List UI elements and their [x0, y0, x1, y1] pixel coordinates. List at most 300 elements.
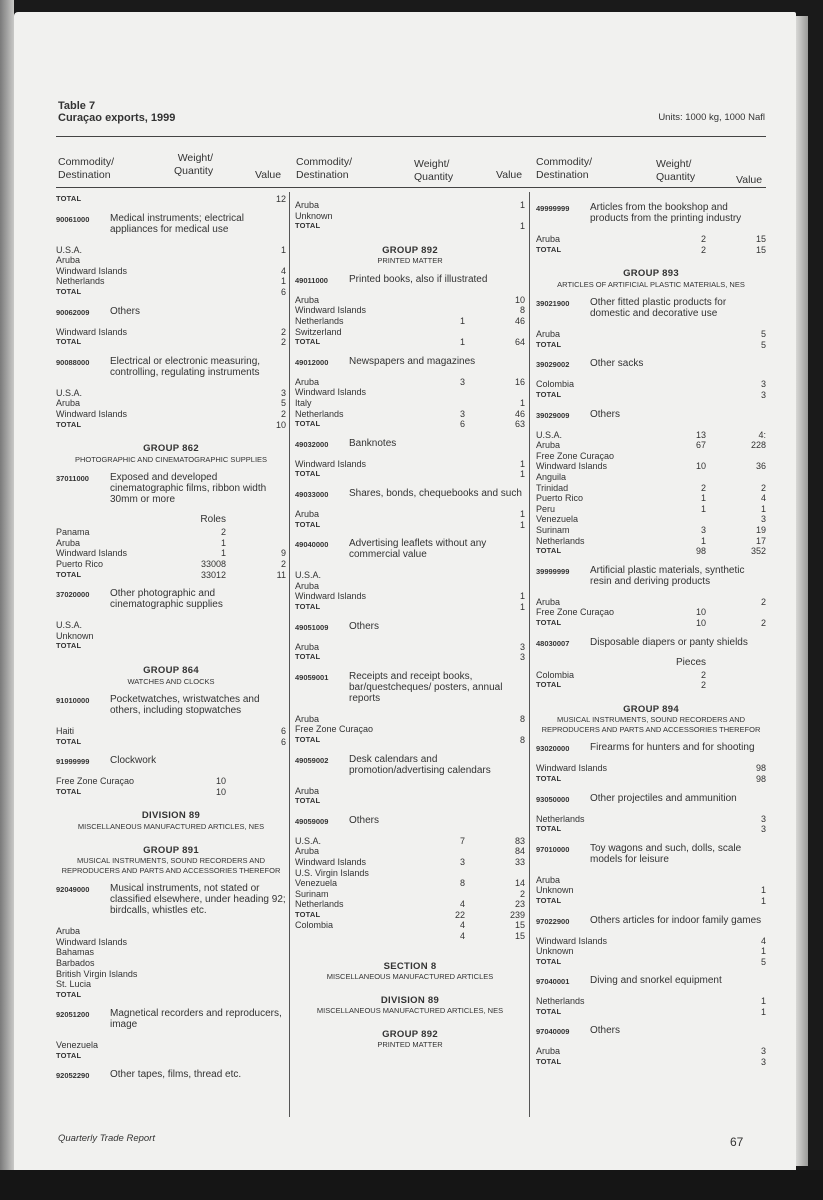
destination-name: Netherlands [536, 813, 585, 824]
commodity-code: 91010000 [56, 696, 90, 706]
commodity-code: 92051200 [56, 1010, 90, 1020]
unit-name: Roles [200, 514, 226, 526]
destination-name: Panama [56, 527, 90, 538]
commodity-description: Desk calendars and promotion/advertising calendars [349, 753, 491, 776]
total-row [295, 520, 525, 531]
group-title: GROUP 862 [143, 443, 199, 455]
destination-name: Unknown [536, 885, 574, 896]
destination-name: Aruba [536, 329, 561, 340]
value: 2 [280, 559, 286, 569]
total-row [295, 796, 525, 807]
destination-name: Windward Islands [295, 856, 367, 867]
destination-name: Aruba [56, 926, 81, 937]
destination-name: TOTAL [56, 1050, 82, 1060]
destination-name: Aruba [295, 200, 320, 210]
value: 98 [755, 773, 766, 784]
destination-name: TOTAL [56, 337, 82, 347]
commodity-code: 90061000 [56, 214, 90, 224]
weight-quantity: 8 [459, 878, 465, 889]
destination-name: TOTAL [295, 796, 321, 806]
group-heading [295, 246, 525, 266]
value: 11 [276, 569, 286, 580]
commodity-heading [56, 213, 286, 235]
commodity-description: Shares, bonds, chequebooks and such [349, 488, 522, 499]
destination-row [536, 607, 766, 618]
destination-name: U.S.A. [295, 835, 322, 846]
destination-row [56, 245, 286, 256]
destination-name: TOTAL [295, 734, 321, 744]
commodity-description: Firearms for hunters and for shooting [590, 742, 755, 754]
destination-name: Colombia [295, 920, 334, 931]
commodity-heading [56, 883, 286, 916]
weight-quantity: 3 [459, 408, 465, 419]
destination-row [536, 525, 766, 536]
destination-row [295, 398, 525, 409]
weight-quantity: 10 [695, 461, 706, 472]
value: 3 [760, 1046, 766, 1057]
value: 8 [519, 713, 525, 724]
weight-quantity: 2 [700, 482, 706, 493]
group-heading [56, 846, 286, 876]
value: 1 [760, 885, 766, 896]
column-header-row [56, 150, 766, 186]
destination-name: Puerto Rico [56, 559, 104, 569]
destination-name: Windward Islands [295, 591, 367, 602]
total-row [536, 618, 766, 629]
destination-row [536, 472, 766, 483]
destination-row [295, 305, 525, 316]
weight-quantity: 67 [695, 440, 706, 451]
value: 1 [519, 221, 525, 232]
destination-row [295, 295, 525, 306]
value: 15 [755, 234, 766, 244]
destination-name: Aruba [295, 294, 320, 305]
destination-name: TOTAL [536, 546, 562, 556]
destination-name: Aruba [295, 580, 320, 591]
destination-row [536, 996, 766, 1007]
commodity-code: 49059002 [295, 755, 329, 765]
value: 2 [760, 482, 766, 493]
commodity-code: 90062009 [56, 307, 90, 317]
value: 12 [275, 194, 286, 204]
destination-name: Windward Islands [56, 265, 128, 276]
commodity-code: 49012000 [295, 357, 329, 367]
weight-quantity: 22 [454, 909, 465, 920]
group-subtitle: MISCELLANEOUS MANUFACTURED ARTICLES, NES [316, 1006, 504, 1016]
destination-row [295, 786, 525, 797]
commodity-description: Others [590, 1025, 621, 1037]
destination-row [56, 979, 286, 990]
destination-row [295, 200, 525, 211]
destination-name: Haiti [56, 726, 75, 737]
column-3 [536, 194, 766, 1068]
destination-row [536, 763, 766, 774]
weight-quantity: 1 [700, 535, 706, 546]
commodity-heading [536, 409, 766, 420]
destination-row [56, 266, 286, 277]
destination-row [56, 958, 286, 969]
destination-name: Unknown [295, 210, 333, 221]
commodity-description: Other projectiles and ammunition [590, 792, 737, 804]
destination-row [295, 724, 525, 735]
weight-quantity: 1 [700, 493, 706, 504]
value: 4 [280, 265, 286, 276]
value: 46 [514, 408, 525, 419]
weight-quantity: 1 [459, 316, 465, 327]
destination-name: Windward Islands [56, 326, 128, 337]
value: 5 [760, 329, 766, 340]
destination-row [536, 430, 766, 441]
group-heading [536, 269, 766, 289]
commodity-heading [536, 202, 766, 224]
destination-name: Unknown [56, 630, 94, 641]
value: 17 [755, 535, 766, 546]
destination-row [295, 714, 525, 725]
value: 2 [760, 596, 766, 607]
commodity-code: 49032000 [295, 439, 329, 449]
destination-row [536, 536, 766, 547]
value: 9 [280, 548, 286, 559]
destination-row [295, 836, 525, 847]
value: 1 [519, 200, 525, 210]
destination-row [56, 538, 286, 549]
destination-name: TOTAL [536, 244, 562, 254]
weight-quantity: 2 [700, 669, 706, 680]
destination-row [56, 559, 286, 570]
book-gutter-shadow [0, 0, 14, 1200]
destination-row [56, 620, 286, 631]
commodity-heading [56, 694, 286, 716]
group-subtitle: MISCELLANEOUS MANUFACTURED ARTICLES, NES [77, 822, 265, 832]
value: 83 [514, 835, 525, 846]
destination-row [295, 931, 525, 942]
destination-name: Windward Islands [56, 548, 128, 559]
destination-row [295, 868, 525, 879]
commodity-code: 49999999 [536, 204, 570, 213]
destination-name: TOTAL [536, 1006, 562, 1016]
destination-row [295, 920, 525, 931]
destination-name: U.S.A. [536, 429, 563, 440]
destination-name: Peru [536, 503, 556, 514]
commodity-description: Newspapers and magazines [349, 355, 476, 367]
commodity-code: 37011000 [56, 474, 89, 484]
commodity-description: Pocketwatches, wristwatches and others, including stopwatches [110, 694, 260, 717]
unit-name: Pieces [675, 656, 706, 668]
destination-name: Aruba [56, 398, 81, 409]
weight-quantity: 10 [695, 607, 706, 618]
destination-name: TOTAL [295, 601, 321, 611]
total-row [56, 287, 286, 298]
total-row [536, 824, 766, 835]
destination-row [295, 509, 525, 520]
commodity-description: Others [349, 620, 380, 632]
commodity-description: Receipts and receipt books, bar/questcheques/ posters, annual reports [349, 670, 503, 704]
destination-row [536, 483, 766, 494]
destination-name: TOTAL [56, 194, 82, 203]
destination-row [295, 316, 525, 327]
destination-row [536, 946, 766, 957]
value: 1 [760, 946, 766, 957]
destination-name: Windward Islands [536, 461, 608, 472]
destination-name: Netherlands [536, 535, 585, 546]
destination-row [295, 878, 525, 889]
value: 3 [760, 824, 766, 835]
value: 1 [519, 519, 525, 530]
spacer [295, 942, 525, 948]
destination-name: Windward Islands [295, 458, 367, 469]
destination-name: U.S. Virgin Islands [295, 867, 369, 878]
value: 1 [519, 469, 525, 480]
commodity-code: 90088000 [56, 357, 90, 367]
destination-row [295, 591, 525, 602]
weight-quantity: 4 [459, 899, 465, 910]
value: 1 [760, 503, 766, 514]
destination-name: TOTAL [536, 773, 562, 783]
destination-name: Anguila [536, 472, 567, 483]
section-heading [295, 962, 525, 982]
col1-value-header: Value [255, 169, 282, 181]
commodity-description: Clockwork [110, 755, 157, 767]
destination-name: Switzerland [295, 326, 342, 337]
value: 98 [755, 763, 766, 774]
destination-row [295, 899, 525, 910]
destination-name: Barbados [56, 957, 95, 968]
destination-name: Aruba [295, 641, 320, 652]
commodity-description: Medical instruments; electrical appliances for medical use [110, 212, 244, 235]
destination-row [56, 276, 286, 287]
destination-name: TOTAL [56, 286, 82, 296]
value: 8 [519, 734, 525, 745]
commodity-code: 93020000 [536, 744, 570, 754]
total-row [536, 957, 766, 968]
destination-row [536, 875, 766, 886]
commodity-heading [295, 356, 525, 367]
header-bottom-rule [56, 187, 766, 188]
destination-row [295, 409, 525, 420]
division-heading [56, 811, 286, 831]
value: 46 [514, 316, 525, 327]
destination-name: TOTAL [536, 956, 562, 966]
value: 84 [514, 846, 525, 857]
destination-row [295, 642, 525, 653]
weight-quantity: 1 [220, 537, 226, 548]
weight-quantity: 3 [459, 856, 465, 867]
weight-quantity: 10 [695, 617, 706, 628]
destination-name: Italy [295, 398, 312, 409]
destination-row [56, 409, 286, 420]
col3-weight-header: Weight/ Quantity [656, 158, 696, 183]
total-row [56, 641, 286, 652]
commodity-code: 49040000 [295, 540, 329, 550]
total-row [295, 469, 525, 480]
total-row [536, 1057, 766, 1068]
value: 6 [280, 286, 286, 297]
destination-name: Aruba [536, 234, 561, 244]
commodity-description: Other tapes, films, thread etc. [110, 1069, 242, 1081]
commodity-code: 48030007 [536, 638, 570, 648]
total-row [56, 570, 286, 581]
commodity-heading [536, 1025, 766, 1036]
value: 19 [755, 525, 766, 535]
value: 16 [514, 376, 525, 387]
value: 3 [760, 813, 766, 824]
commodity-heading [56, 755, 286, 766]
group-subtitle: PRINTED MATTER [377, 256, 443, 266]
commodity-description: Exposed and developed cinematographic films, ribbon width 30mm or more [110, 472, 267, 506]
value: 15 [755, 244, 766, 255]
destination-row [536, 814, 766, 825]
destination-row [536, 670, 766, 681]
commodity-code: 49059001 [295, 672, 329, 682]
total-row [295, 602, 525, 613]
commodity-heading [295, 274, 525, 285]
destination-name: TOTAL [536, 824, 562, 834]
destination-name: Aruba [56, 255, 81, 266]
destination-name: Free Zone Curaçao [295, 724, 374, 735]
value: 3 [280, 387, 286, 398]
weight-quantity: 13 [695, 429, 706, 440]
column-2 [295, 194, 525, 1058]
value: 3 [760, 379, 766, 390]
destination-name: Netherlands [295, 408, 344, 419]
total-row [295, 652, 525, 663]
weight-quantity: 33008 [200, 559, 226, 569]
destination-row [56, 776, 286, 787]
destination-row [56, 527, 286, 538]
destination-name: Aruba [295, 785, 320, 796]
destination-name: Windward Islands [536, 763, 608, 774]
weight-quantity: 1 [700, 503, 706, 514]
value: 3 [760, 514, 766, 525]
weight-quantity: 1 [220, 548, 226, 559]
col2-commodity-header: Commodity/ Destination [296, 156, 353, 181]
commodity-code: 39029002 [536, 360, 570, 370]
commodity-heading [295, 488, 525, 499]
value: 239 [509, 909, 525, 920]
group-subtitle: PRINTED MATTER [377, 1040, 443, 1050]
total-row [56, 337, 286, 348]
publication-name: Quarterly Trade Report [58, 1133, 155, 1144]
destination-row [536, 885, 766, 896]
commodity-heading [295, 815, 525, 826]
value: 5 [760, 956, 766, 967]
destination-row [536, 493, 766, 504]
destination-name: TOTAL [56, 419, 82, 429]
destination-name: Venezuela [536, 514, 579, 525]
destination-name: TOTAL [295, 337, 321, 347]
value: 15 [514, 931, 525, 942]
destination-name: Aruba [536, 440, 561, 451]
value: 2 [280, 337, 286, 348]
destination-row [295, 327, 525, 338]
commodity-description: Artificial plastic materials, synthetic resin and deriving products [590, 564, 745, 587]
value: 5 [760, 339, 766, 350]
destination-row [56, 947, 286, 958]
group-subtitle: MUSICAL INSTRUMENTS, SOUND RECORDERS AND REPRODUCERS AND PARTS AND ACCESSORIES THEREFOR [61, 856, 281, 875]
destination-name: TOTAL [56, 569, 82, 579]
destination-name: TOTAL [295, 909, 321, 919]
destination-name: TOTAL [536, 617, 562, 627]
commodity-heading [295, 671, 525, 704]
commodity-code: 37020000 [56, 590, 90, 600]
destination-name: Windward Islands [56, 408, 128, 419]
commodity-code: 39021900 [536, 299, 570, 309]
table-title: Curaçao exports, 1999 [58, 112, 176, 124]
commodity-heading [536, 297, 766, 319]
total-row [295, 735, 525, 746]
weight-quantity: 10 [215, 786, 226, 797]
commodity-description: Electrical or electronic measuring, controlling, regulating instruments [110, 355, 261, 378]
group-subtitle: ARTICLES OF ARTIFICIAL PLASTIC MATERIALS, NES [557, 279, 745, 289]
value: 1 [280, 276, 286, 287]
background-surface [0, 1170, 823, 1200]
weight-quantity: 3 [700, 525, 706, 535]
commodity-description: Others [110, 305, 141, 317]
value: 64 [514, 337, 525, 348]
group-heading [56, 444, 286, 464]
destination-row [536, 1046, 766, 1057]
value: 1 [519, 509, 525, 519]
division-heading [295, 996, 525, 1016]
commodity-description: Advertising leaflets without any commercial value [349, 538, 487, 561]
total-row [536, 340, 766, 351]
commodity-heading [536, 843, 766, 865]
weight-quantity: 6 [459, 419, 465, 430]
destination-row [56, 926, 286, 937]
commodity-description: Others [590, 408, 621, 420]
weight-quantity: 2 [700, 680, 706, 691]
group-heading [56, 666, 286, 686]
destination-name: TOTAL [295, 419, 321, 429]
group-title: GROUP 894 [623, 703, 679, 715]
destination-name: U.S.A. [56, 387, 83, 398]
page-number: 67 [730, 1135, 744, 1149]
commodity-description: Articles from the bookshop and products from the printing industry [590, 202, 742, 224]
total-row [56, 990, 286, 1001]
destination-name: TOTAL [295, 519, 321, 529]
total-row [536, 546, 766, 557]
destination-name: Aruba [295, 509, 320, 519]
value: 6 [280, 726, 286, 737]
destination-name: Colombia [536, 379, 575, 390]
commodity-heading [536, 565, 766, 587]
page-edge [796, 16, 808, 1166]
header-top-rule [56, 136, 766, 137]
group-heading [295, 1030, 525, 1050]
destination-name: TOTAL [295, 469, 321, 479]
value: 3 [760, 390, 766, 401]
group-title: GROUP 891 [143, 844, 199, 856]
destination-name: Free Zone Curaçao [536, 607, 615, 618]
destination-row [295, 581, 525, 592]
commodity-code: 91999999 [56, 757, 90, 767]
value: 10 [275, 419, 286, 430]
col3-value-header: Value [736, 174, 763, 186]
value: 1 [519, 398, 525, 409]
destination-row [536, 329, 766, 340]
destination-row [295, 857, 525, 868]
destination-name: TOTAL [295, 221, 321, 231]
value: 228 [750, 440, 766, 451]
value: 352 [750, 546, 766, 557]
destination-row [536, 440, 766, 451]
destination-row [56, 327, 286, 338]
destination-name: TOTAL [536, 390, 562, 400]
commodity-heading [536, 915, 766, 926]
destination-row [536, 597, 766, 608]
col1-weight-header: Weight/ Quantity [174, 152, 214, 177]
weight-quantity: 2 [220, 527, 226, 538]
